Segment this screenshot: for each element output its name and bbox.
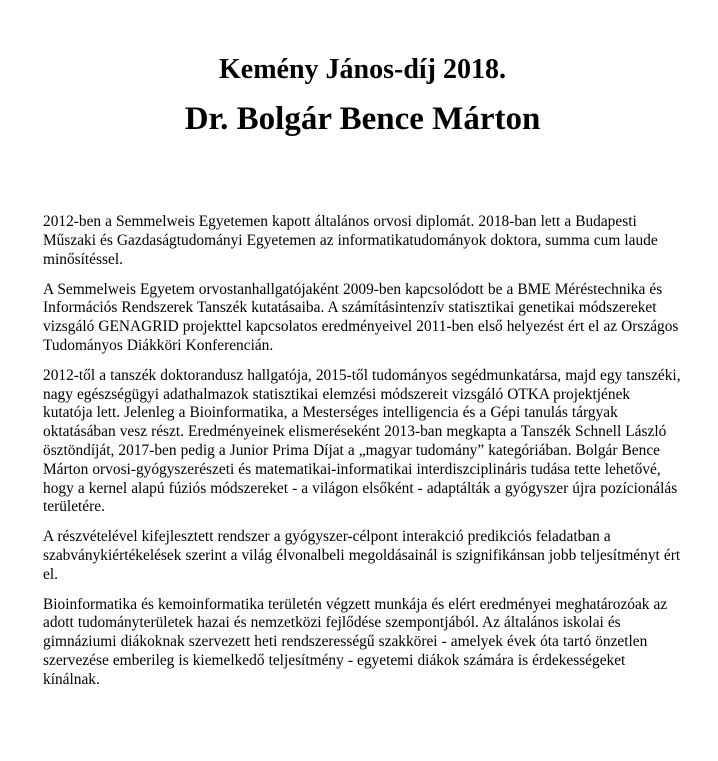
document-subtitle-person-name: Dr. Bolgár Bence Márton [184,100,541,137]
paragraph-education: 2012-ben a Semmelweis Egyetemen kapott általános orvosi diplomát. 2018-ban lett a Budapesti Műszaki és Gazdaságtudományi Egyetemen az informatikatudományok doktora, summa cum laude minősítéssel. [43,213,658,268]
document-page [0,53,718,761]
paragraph-research-start: A Semmelweis Egyetem orvostanhallgatójaként 2009-ben kapcsolódott be a BME Méréstechnika és Információs Rendszerek Tanszék kutatásaiba. A számításintenzív statisztikai genetikai módszereket vizsgáló GENAGRID projekttel kapcsolatos eredményeivel 2011-ben első helyezést ért el az Országos Tudományos Diákköri Konferencián. [43,280,679,354]
document-title: Kemény János-díj 2018. [219,54,506,85]
paragraph-impact-teaching: Bioinformatika és kemoinformatika területén végzett munkája és elért eredményei meghatározóak az adott tudományterületek hazai és nemzetközi fejlődése szempontjából. Az általános iskolai és gimnáziumi diákoknak szervezett heti rendszerességű szakkörei - amelyek évek óta tartó önzetlen szervezése emberileg is kiemelkedő teljesítmény - egyetemi diákok számára is érdekességeket kínálnak. [43,595,668,688]
paragraph-career-awards: 2012-től a tanszék doktorandusz hallgatója, 2015-től tudományos segédmunkatársa, majd egy tanszéki, nagy egészségügyi adathalmazok statisztikai elemzési módszereit vizsgáló OTKA projektjének kutatója lett. Jelenleg a Bioinformatika, a Mesterséges intelligencia és a Gépi tanulás tárgyak oktatásában vesz részt. Eredményeinek elismeréseként 2013-ban megkapta a Tanszék Schnell László ösztöndíját, 2017-ben pedig a Junior Prima Díjat a „magyar tudomány” kategóriában. Bolgár Bence Márton orvosi-gyógyszerészeti és matematikai-informatikai interdiszciplináris tudása tette lehetővé, hogy a kernel alapú fúziós módszereket - a világon elsőként - adaptálták a gyógyszer újra pozícionálás területére. [43,366,681,516]
paragraph-system-results: A részvételével kifejlesztett rendszer a gyógyszer-célpont interakció predikciós feladatban a szabványkiértékelések szerint a világ élvonalbeli megoldásainál is szignifikánsan jobb teljesítményt ért el. [43,528,681,583]
document-body [43,213,682,689]
